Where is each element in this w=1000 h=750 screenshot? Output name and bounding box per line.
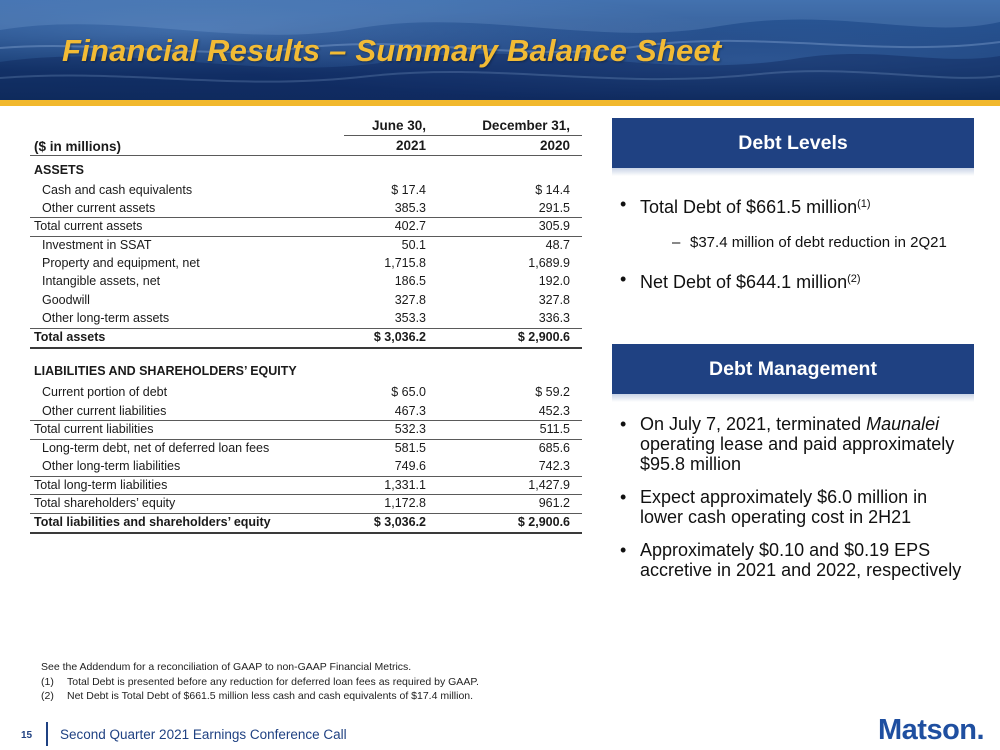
debt-levels-header: Debt Levels	[612, 118, 974, 168]
value-dec-2020: 452.3	[538, 404, 570, 418]
total-debt-text: Total Debt of $661.5 million	[640, 197, 858, 217]
asset-row	[30, 254, 582, 272]
row-label: Cash and cash equivalents	[42, 183, 193, 197]
debt-management-header: Debt Management	[612, 344, 974, 394]
units-label: ($ in millions)	[34, 139, 122, 154]
value-dec-2020: 336.3	[538, 311, 570, 325]
bullet1-pre-text: On July 7, 2021, terminated	[640, 414, 867, 434]
bullet-dot: •	[620, 540, 627, 560]
debt-levels-bullet-net-debt	[620, 269, 980, 292]
slide-title: Financial Results – Summary Balance Sheet	[62, 33, 722, 68]
value-june-2021: $ 17.4	[391, 183, 426, 197]
debt-management-bullet-2	[620, 487, 970, 527]
value-june-2021: 327.8	[394, 293, 426, 307]
asset-row	[30, 199, 582, 217]
row-label: Other current liabilities	[42, 404, 167, 418]
asset-row	[30, 217, 582, 235]
value-june-2021: $ 3,036.2	[373, 330, 426, 344]
footnote-1-number: (1)	[41, 675, 54, 688]
debt-management-bullet-1	[620, 414, 970, 474]
debt-management-bullet-3	[620, 540, 970, 580]
value-june-2021: 50.1	[401, 238, 426, 252]
liability-row	[30, 439, 582, 457]
value-dec-2020: 511.5	[539, 422, 570, 436]
value-dec-2020: 1,689.9	[528, 256, 570, 270]
bullet-dot: •	[620, 414, 627, 434]
total-rule	[30, 532, 582, 534]
footnote-2	[41, 689, 479, 704]
bullet-dot: •	[620, 194, 627, 214]
liability-row	[30, 457, 582, 475]
asset-row	[30, 309, 582, 327]
liability-row	[30, 383, 582, 401]
value-dec-2020: $ 59.2	[535, 385, 570, 399]
value-june-2021: $ 3,036.2	[373, 515, 426, 529]
asset-row	[30, 181, 582, 199]
value-dec-2020: $ 2,900.6	[517, 330, 570, 344]
asset-row	[30, 236, 582, 254]
bullet2-text: Expect approximately $6.0 million in lower cash operating cost in 2H21	[640, 487, 928, 527]
asset-row	[30, 291, 582, 309]
row-label: Long-term debt, net of deferred loan fees	[42, 441, 270, 455]
bullet-dot: •	[620, 487, 627, 507]
footnotes	[41, 660, 479, 704]
total-rule	[30, 347, 582, 349]
row-label: Goodwill	[42, 293, 90, 307]
units-rule	[30, 155, 582, 156]
footnote-1	[41, 675, 479, 690]
liability-row	[30, 476, 582, 494]
liability-row	[30, 513, 582, 531]
row-label: Total assets	[34, 330, 106, 344]
value-dec-2020: $ 14.4	[535, 183, 570, 197]
value-dec-2020: 742.3	[538, 459, 570, 473]
footnote-intro: See the Addendum for a reconciliation of GAAP to non-GAAP Financial Metrics.	[41, 661, 412, 673]
sub-bullet-dash: –	[672, 234, 681, 251]
net-debt-text: Net Debt of $644.1 million	[640, 272, 848, 292]
matson-logo: Matson.	[878, 714, 985, 746]
asset-row	[30, 272, 582, 290]
liability-row	[30, 494, 582, 512]
vessel-name: Maunalei	[866, 414, 940, 434]
value-june-2021: $ 65.0	[391, 385, 426, 399]
value-dec-2020: 327.8	[538, 293, 570, 307]
footnote-ref-2: (2)	[847, 273, 861, 285]
value-dec-2020: 291.5	[538, 201, 570, 215]
row-label: Intangible assets, net	[42, 274, 161, 288]
debt-management-header-fade	[612, 394, 974, 402]
value-june-2021: 385.3	[394, 201, 426, 215]
liabilities-header: LIABILITIES AND SHAREHOLDERS’ EQUITY	[34, 364, 297, 378]
footer-divider	[46, 722, 48, 746]
value-june-2021: 749.6	[394, 459, 426, 473]
bullet3-text: Approximately $0.10 and $0.19 EPS accretive in 2021 and 2022, respectively	[640, 540, 962, 580]
row-label: Investment in SSAT	[42, 238, 152, 252]
col2-header-line2: 2020	[539, 138, 570, 153]
row-label: Other current assets	[42, 201, 156, 215]
liability-row	[30, 402, 582, 420]
value-dec-2020: 1,427.9	[528, 478, 570, 492]
value-dec-2020: 685.6	[538, 441, 570, 455]
value-june-2021: 353.3	[394, 311, 426, 325]
debt-levels-bullet-total-debt	[620, 194, 980, 217]
row-label: Total long-term liabilities	[34, 478, 168, 492]
debt-levels-subbullet	[672, 234, 947, 252]
row-label: Total shareholders’ equity	[34, 496, 176, 510]
header-rule	[344, 135, 582, 136]
value-dec-2020: 961.2	[538, 496, 570, 510]
page-number: 15	[21, 730, 33, 741]
footnote-1-text: Total Debt is presented before any reduction for deferred loan fees as required by GAAP.	[67, 675, 479, 688]
row-label: Current portion of debt	[42, 385, 168, 399]
value-dec-2020: 305.9	[538, 219, 570, 233]
value-june-2021: 581.5	[394, 441, 426, 455]
liability-row	[30, 420, 582, 438]
value-dec-2020: 192.0	[538, 274, 570, 288]
col1-header-line2: 2021	[395, 138, 426, 153]
bullet1-post-text: operating lease and paid approximately $95.8 million	[640, 434, 955, 474]
value-june-2021: 1,331.1	[384, 478, 426, 492]
row-label: Total current liabilities	[34, 422, 154, 436]
value-june-2021: 467.3	[394, 404, 426, 418]
row-label: Total current assets	[34, 219, 143, 233]
row-label: Total liabilities and shareholders’ equity	[34, 515, 271, 529]
value-june-2021: 1,172.8	[384, 496, 426, 510]
value-june-2021: 186.5	[394, 274, 426, 288]
row-label: Other long-term assets	[42, 311, 170, 325]
asset-row	[30, 328, 582, 346]
value-june-2021: 402.7	[394, 219, 426, 233]
value-dec-2020: $ 2,900.6	[517, 515, 570, 529]
footnote-2-text: Net Debt is Total Debt of $661.5 million less cash and cash equivalents of $17.4 million.	[67, 690, 474, 702]
footnote-2-number: (2)	[41, 690, 54, 702]
assets-header: ASSETS	[34, 163, 85, 177]
debt-levels-header-fade	[612, 168, 974, 176]
footnote-ref-1: (1)	[857, 198, 871, 210]
value-june-2021: 532.3	[394, 422, 426, 436]
value-june-2021: 1,715.8	[384, 256, 426, 270]
debt-reduction-text: $37.4 million of debt reduction in 2Q21	[690, 234, 947, 251]
row-label: Property and equipment, net	[42, 256, 200, 270]
header-banner	[0, 0, 1000, 100]
bullet-dot: •	[620, 269, 627, 289]
footer-text: Second Quarter 2021 Earnings Conference Call	[60, 727, 347, 742]
row-label: Other long-term liabilities	[42, 459, 181, 473]
col1-header-line1: June 30,	[371, 118, 426, 133]
value-dec-2020: 48.7	[545, 238, 570, 252]
banner-accent-stripe	[0, 100, 1000, 106]
col2-header-line1: December 31,	[482, 118, 570, 133]
